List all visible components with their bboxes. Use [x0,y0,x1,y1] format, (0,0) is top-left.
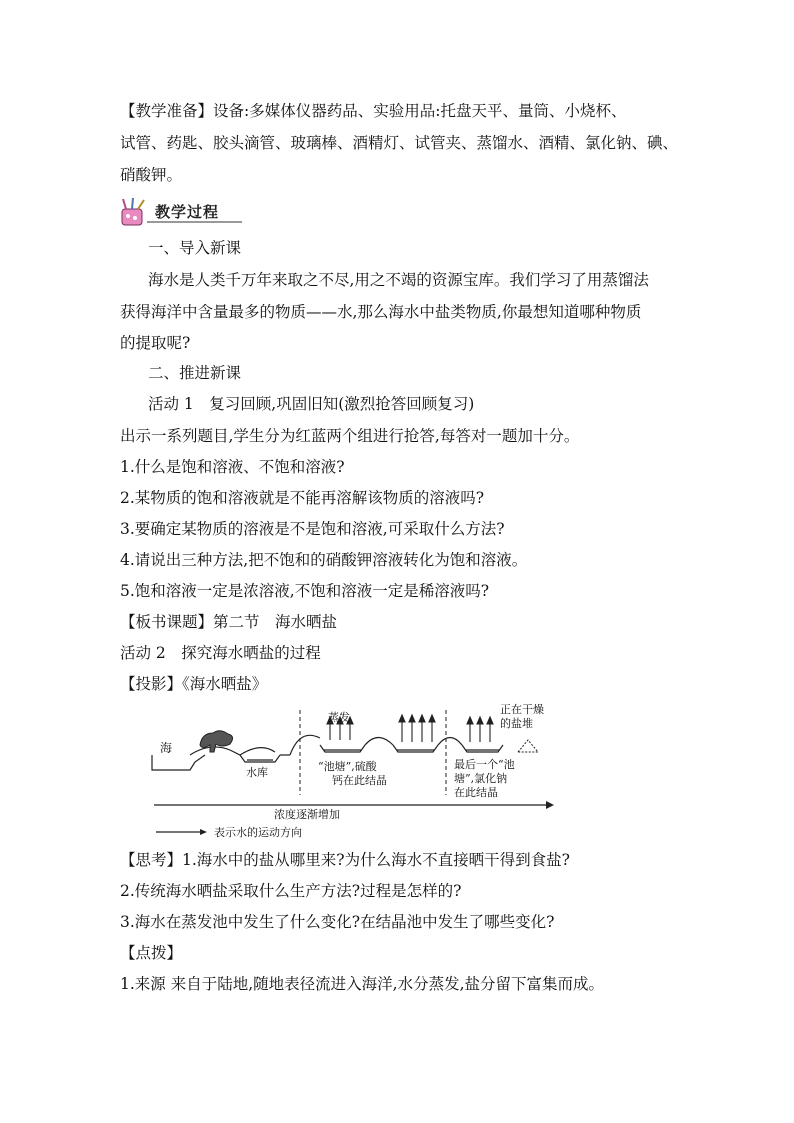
question-5: 5.饱和溶液一定是浓溶液,不饱和溶液一定是稀溶液吗? [120,582,490,600]
label-sea: 海 [160,741,173,755]
activity-2: 活动 2 探究海水晒盐的过程 [120,644,321,662]
badge-underline [147,221,242,223]
think-question-2: 2.传统海水晒盐采取什么生产方法?过程是怎样的? [120,882,462,900]
activity-1: 活动 1 复习回顾,巩固旧知(激烈抢答回顾复习) [148,395,475,413]
sea-salt-diagram [150,700,570,845]
label-pond1-b: 钙在此结晶 [332,774,387,787]
label-reservoir: 水库 [246,766,268,779]
advance-heading: 二、推进新课 [148,364,242,382]
question-4: 4.请说出三种方法,把不饱和的硝酸钾溶液转化为饱和溶液。 [120,551,528,569]
intro-paragraph-line-2: 获得海洋中含量最多的物质——水,那么海水中盐类物质,你最想知道哪种物质 [120,303,642,321]
think-question-3: 3.海水在蒸发池中发生了什么变化?在结晶池中发生了哪些变化? [120,913,555,931]
intro-paragraph-line-3: 的提取呢? [120,334,191,352]
label-evaporate: 蒸发 [328,711,350,724]
label-concentration: 浓度逐渐增加 [274,808,340,821]
section-badge [117,197,242,227]
label-pond2-b: 塘”,氯化钠 [454,772,508,785]
label-drying-2: 的盐堆 [500,717,533,730]
prep-line-3: 硝酸钾。 [120,166,183,184]
section-title: 教学过程 [155,203,220,221]
think-question-1: 【思考】1.海水中的盐从哪里来?为什么海水不直接晒干得到食盐? [120,851,570,869]
intro-paragraph-line-1: 海水是人类千万年来取之不尽,用之不竭的资源宝库。我们学习了用蒸馏法 [148,271,649,289]
intro-heading: 一、导入新课 [148,239,242,257]
activity-1-instruction: 出示一系列题目,学生分为红蓝两个组进行抢答,每答对一题加十分。 [120,427,580,445]
projection-title: 【投影】《海水晒盐》 [120,675,268,693]
label-legend: 表示水的运动方向 [214,826,302,839]
question-3: 3.要确定某物质的溶液是不是饱和溶液,可采取什么方法? [120,520,505,538]
question-2: 2.某物质的饱和溶液就是不能再溶解该物质的溶液吗? [120,489,485,507]
tips-heading: 【点拨】 [120,944,183,962]
label-pond2-a: 最后一个“池 [454,758,515,771]
label-drying-1: 正在干燥 [500,703,544,716]
tips-item-1: 1.来源 来自于陆地,随地表径流进入海洋,水分蒸发,盐分留下富集而成。 [120,975,604,993]
prep-line-1: 【教学准备】设备:多媒体仪器药品、实验用品:托盘天平、量筒、小烧杯、 [120,102,627,120]
label-pond1-a: “池塘”,硫酸 [318,760,377,773]
label-pond2-c: 在此结晶 [454,786,498,799]
board-title: 【板书课题】第二节 海水晒盐 [120,613,338,631]
prep-line-2: 试管、药匙、胶头滴管、玻璃棒、酒精灯、试管夹、蒸馏水、酒精、氯化钠、碘、 [120,134,679,152]
question-1: 1.什么是饱和溶液、不饱和溶液? [120,458,345,476]
